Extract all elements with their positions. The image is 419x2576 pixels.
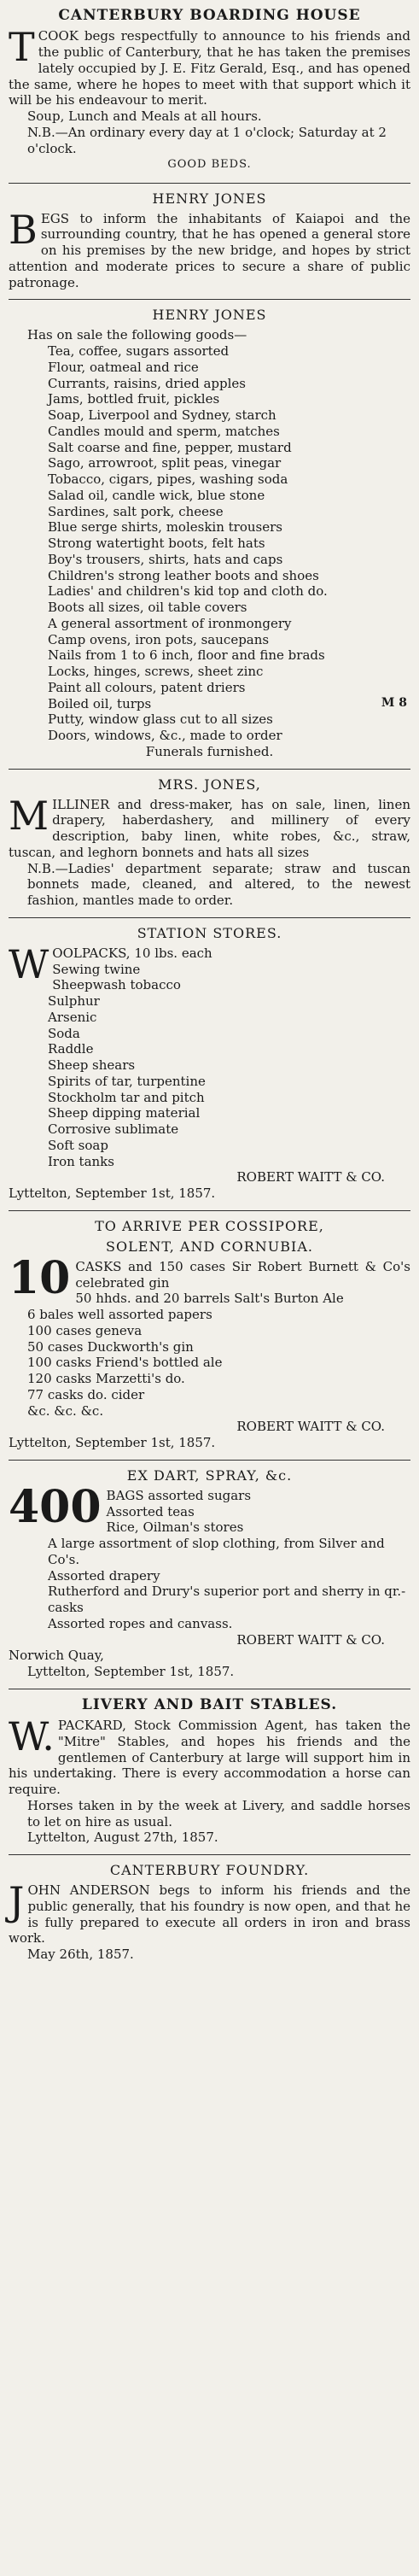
ad-date: Lyttelton, August 27th, 1857.	[27, 1830, 218, 1846]
ad-ex-dart	[9, 1464, 410, 1685]
divider	[9, 769, 410, 770]
list-item: Iron tanks	[48, 1153, 114, 1169]
ad-signature: ROBERT WAITT & CO.	[236, 1631, 385, 1648]
list-item: 77 casks do. cider	[27, 1386, 145, 1402]
list-item: Sago, arrowroot, split peas, vinegar	[48, 455, 282, 471]
ad-station-stores	[9, 922, 410, 1207]
list-item: Paint all colours, patent driers	[48, 679, 246, 695]
list-item: Soda	[48, 1025, 80, 1041]
big-number: 400	[9, 1480, 102, 1533]
list-item: Tea, coffee, sugars assorted	[48, 343, 230, 359]
list-item: Sulphur	[48, 993, 100, 1009]
list-item: Raddle	[48, 1041, 94, 1057]
list-item: Boots all sizes, oil table covers	[48, 600, 247, 615]
divider	[9, 1854, 410, 1855]
list-item: Currants, raisins, dried apples	[48, 375, 246, 391]
list-item: Soft soap	[48, 1137, 108, 1153]
ad-text: CASKS and 150 cases Sir Robert Burnett & Co's celebrated gin	[75, 1258, 410, 1291]
list-item: Sheep dipping material	[48, 1105, 201, 1121]
ad-text: ILLINER and dress-maker, has on sale, linen, linen drapery, haberdashery, and millinery of every description, baby linen, white robes, &c., straw, tuscan, and leghorn bonnets and hats all sizes	[9, 796, 410, 860]
list-item: A general assortment of ironmongery	[48, 615, 292, 631]
ad-place: Norwich Quay,	[9, 1648, 104, 1664]
list-item: Doors, windows, &c., made to order	[48, 728, 282, 743]
ad-body	[9, 24, 410, 108]
ad-text: EGS to inform the inhabitants of Kaiapoi and the surrounding country, that he has opened a general store on his premises by the new bridge, and hopes by strict attention and moderate prices to secure a share of public patronage.	[9, 210, 410, 290]
drop-cap: B	[9, 206, 38, 253]
list-item: Sardines, salt pork, cheese	[48, 503, 224, 519]
marginal-mark: M 8	[381, 695, 407, 710]
list-item: Assorted ropes and canvass.	[48, 1615, 233, 1631]
ad-title-line: SOLENT, AND CORNUBIA.	[106, 1238, 313, 1255]
ad-date: Lyttelton, September 1st, 1857.	[9, 1435, 216, 1450]
ad-henry-jones-store	[9, 187, 410, 296]
ad-henry-jones-goods	[9, 303, 410, 764]
ad-body	[9, 1713, 410, 1798]
ad-body	[9, 206, 410, 291]
ad-date: May 26th, 1857.	[27, 1947, 134, 1962]
list-item: Rutherford and Drury's superior port and sherry in qr.-casks	[48, 1584, 406, 1615]
list-item: Sewing twine	[52, 961, 141, 977]
ad-text: BAGS assorted sugars	[106, 1487, 252, 1503]
ad-title: HENRY JONES	[152, 307, 267, 324]
goods-list	[9, 343, 410, 744]
list-item: A large assortment of slop clothing, from Silver and Co's.	[48, 1536, 385, 1567]
ad-line: Soup, Lunch and Meals at all hours.	[27, 108, 262, 124]
list-item: Boy's trousers, shirts, hats and caps	[48, 551, 283, 567]
ad-title: EX DART, SPRAY, &c.	[126, 1467, 293, 1484]
ad-canterbury-boarding-house	[9, 3, 410, 179]
drop-cap: T	[9, 24, 35, 71]
list-item: 100 casks Friend's bottled ale	[27, 1355, 223, 1371]
ad-livery-stables	[9, 1693, 410, 1851]
ad-date: Lyttelton, September 1st, 1857.	[9, 1186, 216, 1201]
ad-footer: Funerals furnished.	[145, 743, 274, 759]
ad-line: Horses taken in by the week at Livery, and saddle horses to let on hire as usual.	[27, 1797, 410, 1830]
list-item: 120 casks Marzetti's do.	[27, 1371, 185, 1386]
divider	[9, 917, 410, 918]
ad-title-line: TO ARRIVE PER COSSIPORE,	[95, 1217, 324, 1234]
list-item: Sheep shears	[48, 1057, 136, 1073]
ad-title: CANTERBURY BOARDING HOUSE	[58, 7, 361, 24]
list-item: 50 hhds. and 20 barrels Salt's Burton Ale	[75, 1291, 344, 1307]
ad-date: Lyttelton, September 1st, 1857.	[27, 1664, 235, 1679]
list-item: Sheepwash tobacco	[52, 977, 181, 993]
ad-title: STATION STORES.	[137, 924, 282, 941]
list-item: Spirits of tar, turpentine	[48, 1073, 206, 1089]
ad-title: LIVERY AND BAIT STABLES.	[81, 1695, 338, 1713]
ad-title: MRS. JONES,	[158, 776, 261, 793]
list-item: Boiled oil, turps M 8	[48, 695, 407, 711]
ad-footer: GOOD BEDS.	[167, 158, 252, 172]
list-item: Putty, window glass cut to all sizes	[48, 711, 273, 728]
list-item: Corrosive sublimate	[48, 1121, 179, 1137]
divider	[9, 1460, 410, 1461]
divider	[9, 299, 410, 300]
drop-cap: W	[9, 940, 49, 987]
ad-nb: N.B.—Ladies' department separate; straw and tuscan bonnets made, cleaned, and altered, to the newest fashion, mantles made to order.	[27, 860, 410, 908]
ad-signature: ROBERT WAITT & CO.	[236, 1169, 385, 1186]
ad-signature: ROBERT WAITT & CO.	[236, 1419, 385, 1435]
list-item: Jams, bottled fruit, pickles	[48, 391, 220, 407]
list-item: Camp ovens, iron pots, saucepans	[48, 631, 270, 647]
big-number: 10	[9, 1251, 71, 1304]
list-item: Arsenic	[48, 1009, 97, 1025]
ad-text: OOLPACKS, 10 lbs. each	[52, 945, 212, 961]
divider	[9, 183, 410, 184]
ad-text: PACKARD, Stock Commission Agent, has taken the "Mitre" Stables, and hopes his friends and the gentlemen of Canterbury at large will support him in his undertaking. There is every accommodation a horse can require.	[9, 1718, 410, 1797]
ad-mrs-jones	[9, 773, 410, 914]
list-item: Flour, oatmeal and rice	[48, 359, 199, 375]
ad-intro: Has on sale the following goods—	[27, 327, 247, 343]
list-item: Assorted drapery	[48, 1567, 160, 1584]
list-item: Ladies' and children's kid top and cloth do.	[48, 583, 328, 600]
stores-list	[9, 962, 410, 1170]
divider	[9, 1210, 410, 1211]
list-item: 6 bales well assorted papers	[27, 1307, 212, 1322]
list-item: Tobacco, cigars, pipes, washing soda	[48, 471, 288, 487]
list-item: Salt coarse and fine, pepper, mustard	[48, 439, 292, 455]
ad-to-arrive	[9, 1215, 410, 1456]
ad-line: N.B.—An ordinary every day at 1 o'clock; Saturday at 2 o'clock.	[27, 124, 387, 156]
drop-cap: M	[9, 792, 49, 839]
list-item: Soap, Liverpool and Sydney, starch	[48, 407, 276, 423]
list-item: Rice, Oilman's stores	[106, 1519, 244, 1536]
ad-text: COOK begs respectfully to announce to his friends and the public of Canterbury, that he has taken the premises lately occupied by J. E. Fitz Gerald, Esq., and has opened the same, where he hopes to meet with that support which it will be his endeavour to merit.	[9, 28, 410, 108]
ad-canterbury-foundry	[9, 1859, 410, 1968]
list-item: Stockholm tar and pitch	[48, 1089, 205, 1105]
list-item: Salad oil, candle wick, blue stone	[48, 487, 265, 503]
arrivals-list	[9, 1291, 410, 1419]
ad-title: CANTERBURY FOUNDRY.	[109, 1862, 310, 1878]
drop-cap: W.	[9, 1713, 55, 1759]
ad-title: HENRY JONES	[152, 190, 267, 207]
list-item: Strong watertight boots, felt hats	[48, 536, 265, 551]
drop-cap: J	[9, 1878, 25, 1924]
list-item: Candles mould and sperm, matches	[48, 423, 280, 439]
list-item: Blue serge shirts, moleskin trousers	[48, 519, 282, 536]
list-item: Assorted teas	[106, 1503, 195, 1519]
ad-body	[9, 1878, 410, 1947]
list-item: &c. &c. &c.	[27, 1402, 104, 1419]
list-item: Children's strong leather boots and shoes	[48, 567, 319, 583]
list-item: 50 cases Duckworth's gin	[27, 1338, 194, 1355]
ad-text: OHN ANDERSON begs to inform his friends and the public generally, that his foundry is now open, and that he is fully prepared to execute all orders in iron and brass work.	[9, 1882, 410, 1947]
ad-body	[9, 792, 410, 861]
list-item: Locks, hinges, screws, sheet zinc	[48, 664, 264, 679]
list-item: Nails from 1 to 6 inch, floor and fine brads	[48, 647, 325, 664]
list-item: 100 cases geneva	[27, 1322, 143, 1338]
